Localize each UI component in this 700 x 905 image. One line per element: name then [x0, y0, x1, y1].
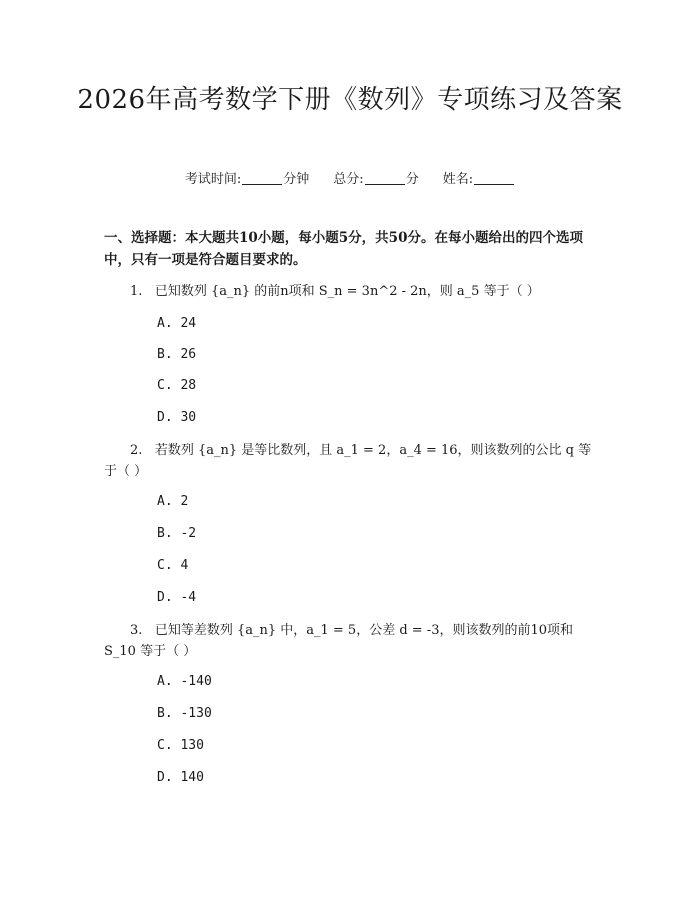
time-blank[interactable]: [242, 172, 282, 185]
option-1a: A. 24: [157, 316, 197, 331]
question-stem: [104, 281, 598, 302]
question-text: 已知等差数列 {a_n} 中，a_1 = 5，公差 d = -3，则该数列的前10项和 S_10 等于（ ）: [104, 623, 574, 659]
option-2a: A. 2: [157, 494, 189, 509]
question-text: 已知数列 {a_n} 的前n项和 S_n = 3n^2 - 2n，则 a_5 等于（ ）: [154, 284, 540, 299]
option-1c: C. 28: [157, 378, 197, 393]
option-1b: B. 26: [157, 347, 197, 362]
option-2d: D. -4: [157, 590, 197, 605]
page-title: 2026年高考数学下册《数列》专项练习及答案: [77, 85, 623, 115]
exam-meta: [0, 168, 700, 187]
question-number: 2.: [130, 443, 143, 458]
name-label: 姓名:: [442, 172, 474, 187]
time-field: [185, 168, 309, 187]
score-label: 总分:: [333, 172, 364, 187]
time-label: 考试时间:: [184, 172, 242, 187]
question-2: [104, 440, 598, 482]
question-text: 若数列 {a_n} 是等比数列，且 a_1 = 2，a_4 = 16，则该数列的公比 q 等于（ ）: [104, 443, 592, 479]
option-2b: B. -2: [157, 526, 197, 541]
name-field: [443, 168, 515, 187]
question-number: 1.: [130, 284, 143, 299]
score-blank[interactable]: [365, 172, 405, 185]
time-unit: 分钟: [283, 172, 310, 187]
question-stem: [104, 440, 598, 482]
option-3c: C. 130: [157, 738, 204, 753]
section-heading: 一、选择题：本大题共10小题，每小题5分，共50分。在每小题给出的四个选项中，只有一项是符合题目要求的。: [104, 230, 583, 268]
option-2c: C. 4: [157, 558, 189, 573]
question-3: [104, 620, 598, 662]
option-1d: D. 30: [157, 410, 197, 425]
name-blank[interactable]: [474, 172, 514, 185]
option-3a: A. -140: [157, 674, 212, 689]
question-1: [104, 281, 598, 302]
score-field: [333, 168, 418, 187]
question-number: 3.: [130, 623, 143, 638]
option-3b: B. -130: [157, 706, 212, 721]
question-stem: [104, 620, 598, 662]
option-3d: D. 140: [157, 770, 204, 785]
score-unit: 分: [405, 172, 419, 187]
